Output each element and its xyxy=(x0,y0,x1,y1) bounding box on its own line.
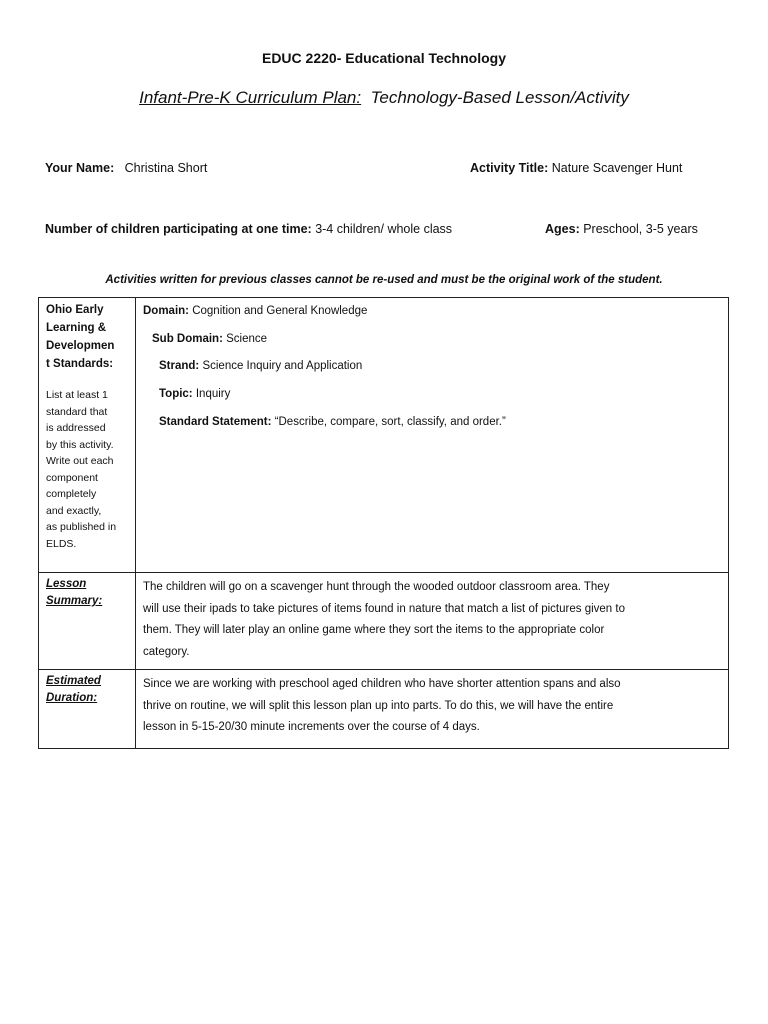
document-subtitle xyxy=(0,88,768,108)
subtitle-plan-name: Infant-Pre-K Curriculum Plan xyxy=(139,88,357,107)
ages-value: Preschool, 3-5 years xyxy=(583,222,698,236)
standards-content-cell xyxy=(136,298,729,573)
estimated-duration-label: Estimated Duration: xyxy=(46,675,101,704)
name-field xyxy=(45,161,207,175)
summary-content-cell xyxy=(136,573,729,670)
subtitle-colon: : xyxy=(356,88,362,107)
ages-field xyxy=(545,222,698,236)
topic-value: Inquiry xyxy=(195,388,231,401)
table-row-summary xyxy=(39,573,729,670)
duration-content-cell xyxy=(136,670,729,749)
standards-label: Ohio Early Learning & Developmen t Standards: xyxy=(46,304,115,370)
standard-statement-label: Standard Statement: xyxy=(159,415,272,428)
curriculum-plan-table xyxy=(38,297,729,749)
domain-label: Domain: xyxy=(143,305,189,317)
subtitle-lesson-type: Technology-Based Lesson/Activity xyxy=(370,88,629,107)
topic-label: Topic: xyxy=(159,388,193,401)
children-field xyxy=(45,222,452,236)
subdomain-label: Sub Domain: xyxy=(152,332,223,345)
estimated-duration-text: Since we are working with preschool aged children who have shorter attention spans and also thrive on routine, we will split this lesson plan up into parts. To do this, we will have the entire lesson in 5-15-20/30 minute increments over the course of 4 days. xyxy=(143,678,621,733)
lesson-summary-label: Lesson Summary: xyxy=(46,578,103,607)
ages-label: Ages: xyxy=(545,222,580,236)
domain-line xyxy=(143,302,721,320)
activity-field xyxy=(470,161,682,175)
standard-statement-line xyxy=(143,413,721,431)
lesson-summary-text: The children will go on a scavenger hunt through the wooded outdoor classroom area. They will use their ipads to take pictures of items found in nature that match a list of pictures given to them. They will later play an online game where they sort the items to the appropriate color category. xyxy=(143,581,625,658)
name-value: Christina Short xyxy=(124,161,208,175)
name-label: Your Name: xyxy=(45,161,115,175)
standards-instructions: List at least 1 standard that is addressed by this activity. Write out each component completely and exactly, as published in ELDS. xyxy=(46,389,117,550)
table-row-standards xyxy=(39,298,729,573)
activity-value: Nature Scavenger Hunt xyxy=(551,161,683,175)
children-label: Number of children participating at one time: xyxy=(45,222,312,236)
table-row-duration xyxy=(39,670,729,749)
subdomain-line xyxy=(143,330,721,348)
standard-statement-value: “Describe, compare, sort, classify, and order.” xyxy=(274,415,506,428)
topic-line xyxy=(143,385,721,403)
domain-value: Cognition and General Knowledge xyxy=(192,305,368,317)
activity-label: Activity Title: xyxy=(470,161,549,175)
strand-label: Strand: xyxy=(159,360,200,373)
summary-label-cell xyxy=(39,573,136,670)
duration-label-cell xyxy=(39,670,136,749)
strand-value: Science Inquiry and Application xyxy=(202,360,363,373)
strand-line xyxy=(143,357,721,375)
originality-notice: Activities written for previous classes cannot be re-used and must be the original work of the student. xyxy=(105,274,663,286)
children-value: 3-4 children/ whole class xyxy=(315,222,453,236)
standards-label-cell xyxy=(39,298,136,573)
subdomain-value: Science xyxy=(226,332,268,345)
course-title: EDUC 2220- Educational Technology xyxy=(261,50,506,66)
